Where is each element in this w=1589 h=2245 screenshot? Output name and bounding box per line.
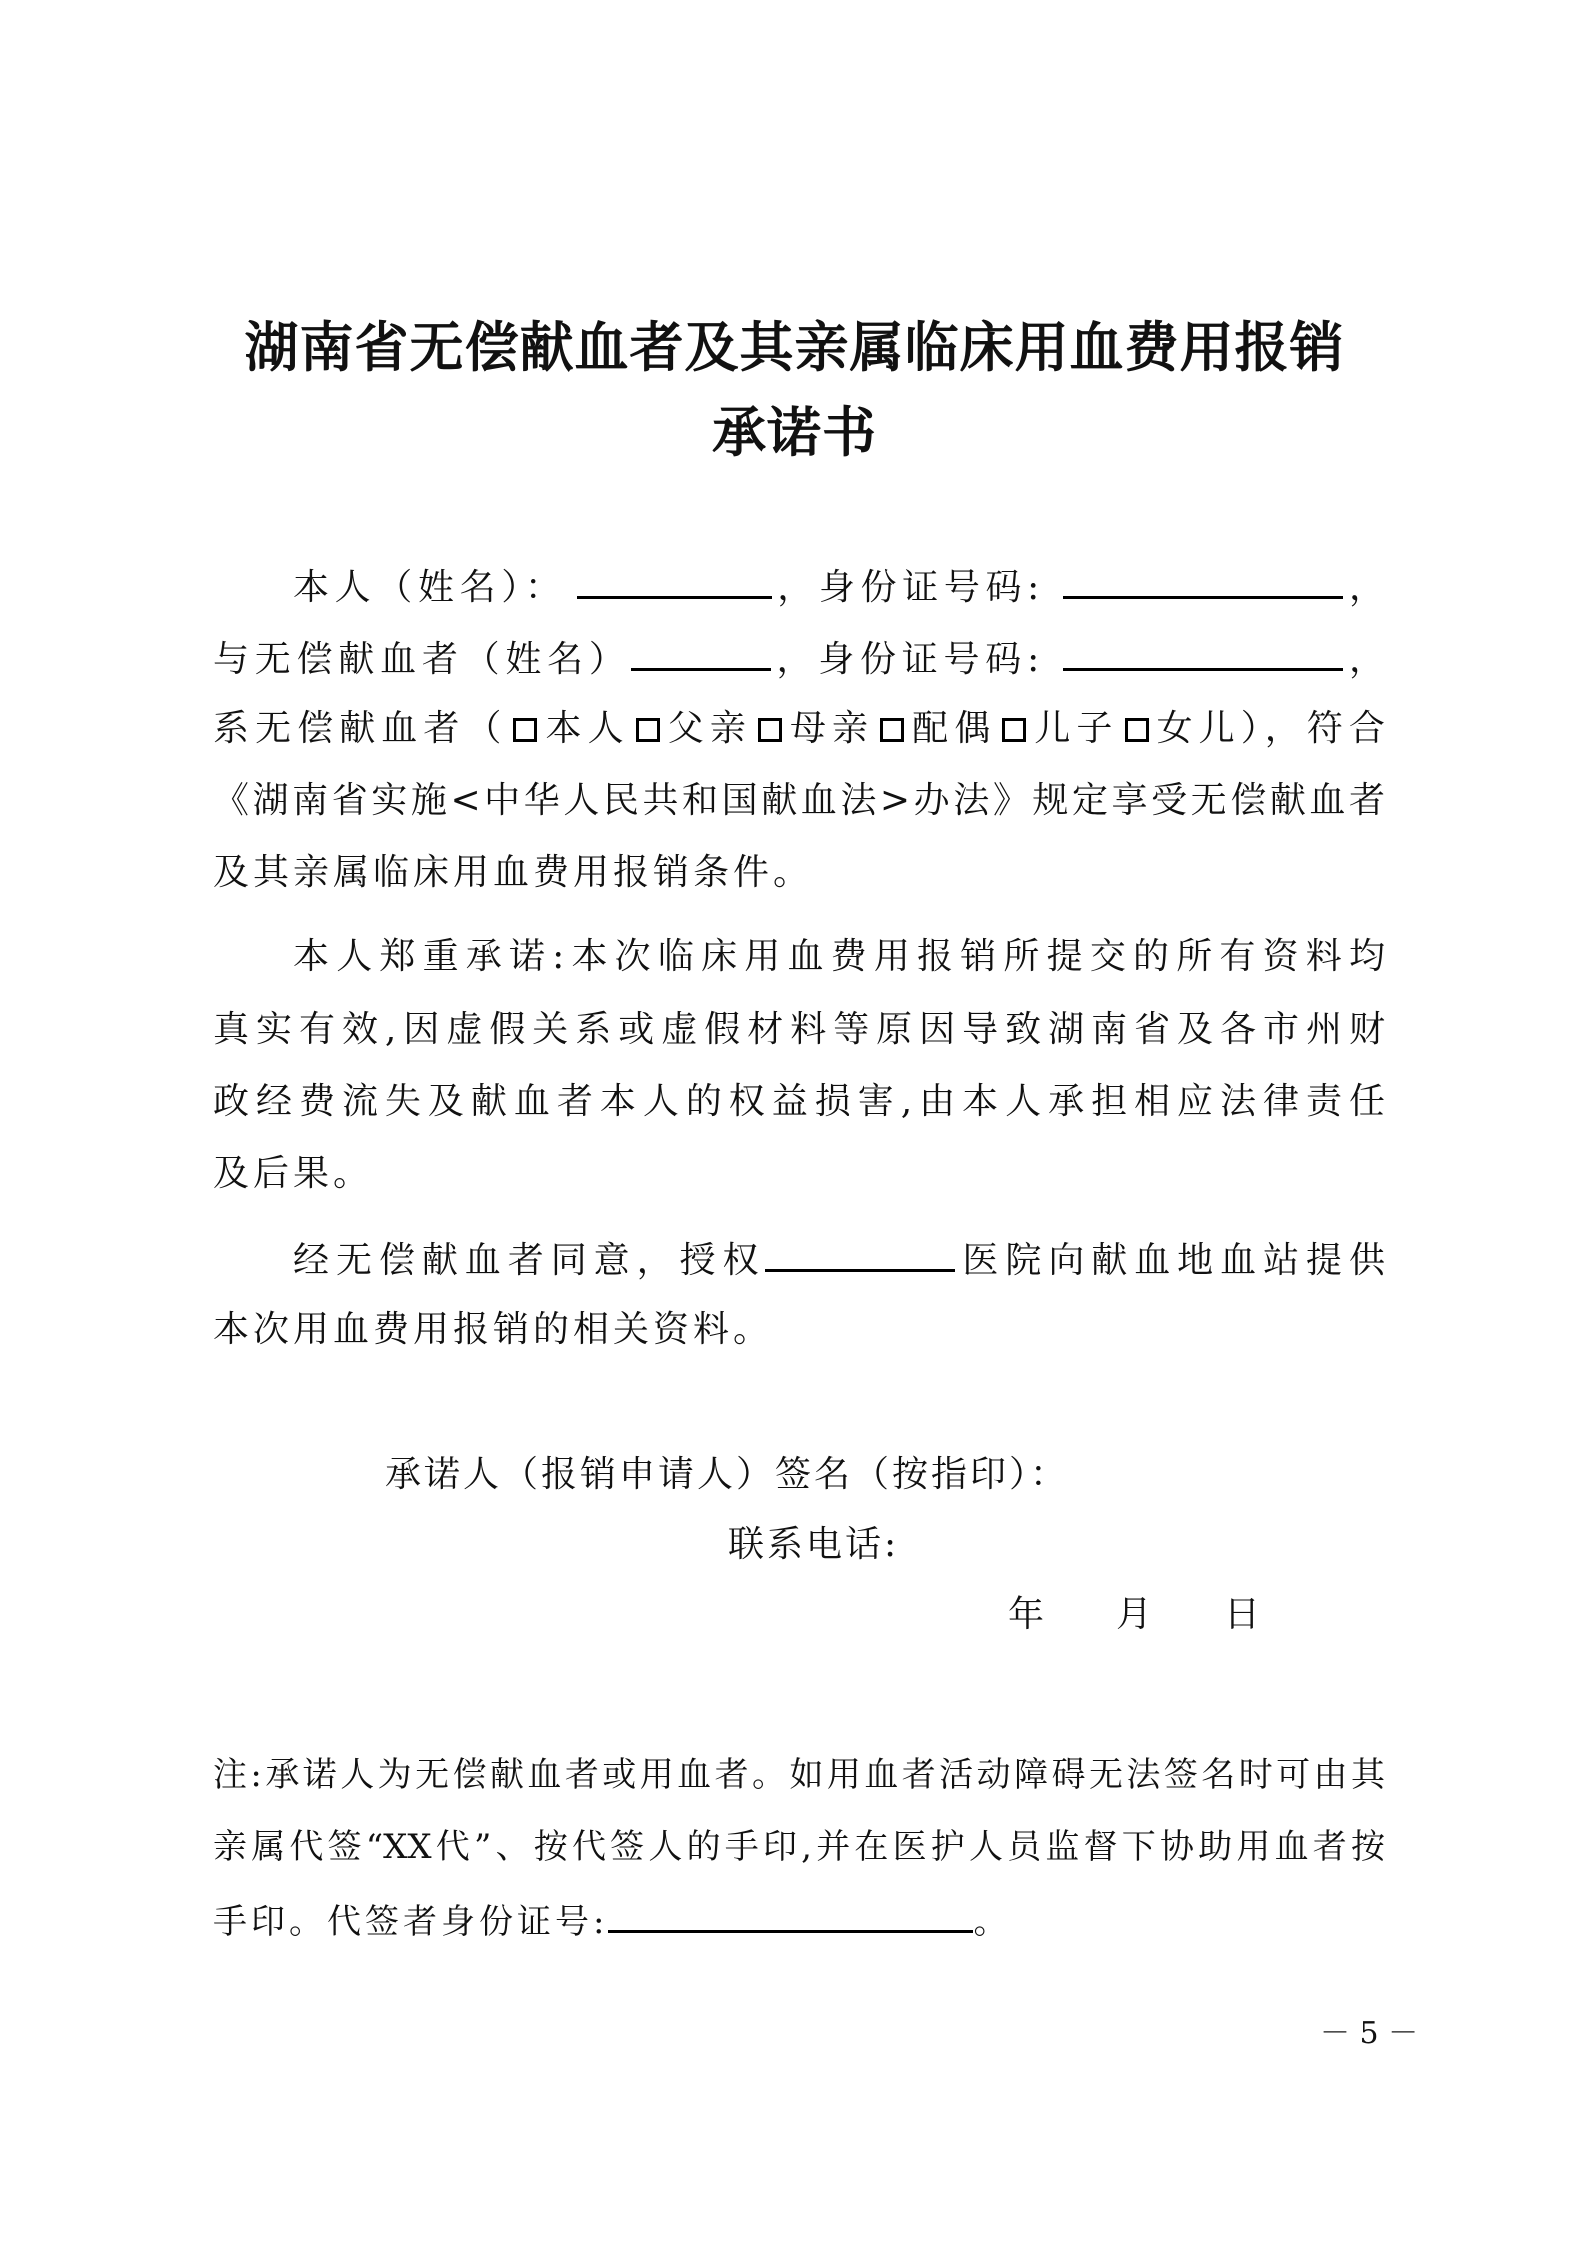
month-label: 月 (1116, 1594, 1153, 1635)
document-title: 湖南省无偿献血者及其亲属临床用血费用报销 (244, 315, 1345, 379)
page-number: － 5 － (1320, 2016, 1419, 2051)
name-id-line (213, 560, 1385, 610)
note-line: 亲属代签“XX代”、按代签人的手印,并在医护人员监督下协助用血者按 (213, 1827, 1385, 1867)
year-label: 年 (1008, 1594, 1045, 1635)
day-label: 日 (1224, 1594, 1261, 1635)
id-blank[interactable] (1063, 560, 1343, 599)
relation-option[interactable]: 父亲 (630, 708, 752, 749)
donor-line (213, 632, 1385, 682)
law-line-end: 及其亲属临床用血费用报销条件。 (213, 852, 814, 893)
donor-id-blank[interactable] (1063, 632, 1343, 671)
relation-option[interactable]: 本人 (507, 708, 629, 749)
phone-label: 联系电话: (728, 1524, 900, 1565)
relation-label: 系无偿献血者（ (213, 708, 508, 749)
name-blank[interactable] (577, 560, 772, 599)
comma: ， (1343, 639, 1385, 680)
relation-option[interactable]: 儿子 (996, 708, 1118, 749)
hospital-blank[interactable] (765, 1233, 955, 1272)
law-line: 《湖南省实施<中华人民共和国献血法>办法》规定享受无偿献血者 (213, 780, 1385, 821)
note-line-end: 手印。代签者身份证号: 。 (213, 1894, 1385, 1944)
label-id: ，身份证号码: (771, 567, 1040, 608)
donor-name-blank[interactable] (631, 632, 771, 671)
relation-option[interactable]: 女儿 (1119, 708, 1241, 749)
checkbox-icon[interactable] (1002, 718, 1026, 742)
label-donor-name: 与无偿献血者（姓名） (213, 639, 631, 680)
label-name: 本人（姓名）： (293, 567, 567, 608)
label-donor-id: ，身份证号码: (770, 639, 1040, 680)
relation-option[interactable]: 母亲 (752, 708, 874, 749)
authorization-line-end: 本次用血费用报销的相关资料。 (213, 1309, 774, 1350)
relation-line: 系无偿献血者（ 本人 父亲 母亲 配偶 儿子 女儿），符合 (213, 708, 1385, 749)
checkbox-icon[interactable] (636, 718, 660, 742)
pledge-line: 真实有效,因虚假关系或虚假材料等原因导致湖南省及各市州财 (213, 1009, 1385, 1050)
signer-signature-label: 承诺人（报销申请人）签名（按指印）： (385, 1454, 1070, 1495)
document-title-line2: 承诺书 (712, 400, 877, 464)
checkbox-icon[interactable] (758, 718, 782, 742)
relation-option[interactable]: 配偶 (874, 708, 996, 749)
checkbox-icon[interactable] (513, 718, 537, 742)
checkbox-icon[interactable] (1125, 718, 1149, 742)
comma: ， (1343, 567, 1385, 608)
pledge-line: 本人郑重承诺:本次临床用血费用报销所提交的所有资料均 (293, 936, 1385, 977)
pledge-line-end: 及后果。 (213, 1153, 374, 1194)
checkbox-icon[interactable] (880, 718, 904, 742)
date-line (1008, 1590, 1260, 1640)
authorization-line: 经无偿献血者同意，授权 医院向献血地血站提供 (213, 1233, 1385, 1283)
pledge-line: 政经费流失及献血者本人的权益损害,由本人承担相应法律责任 (213, 1081, 1385, 1122)
note-line: 注:承诺人为无偿献血者或用血者。如用血者活动障碍无法签名时可由其 (213, 1755, 1385, 1795)
proxy-id-blank[interactable] (608, 1894, 973, 1933)
